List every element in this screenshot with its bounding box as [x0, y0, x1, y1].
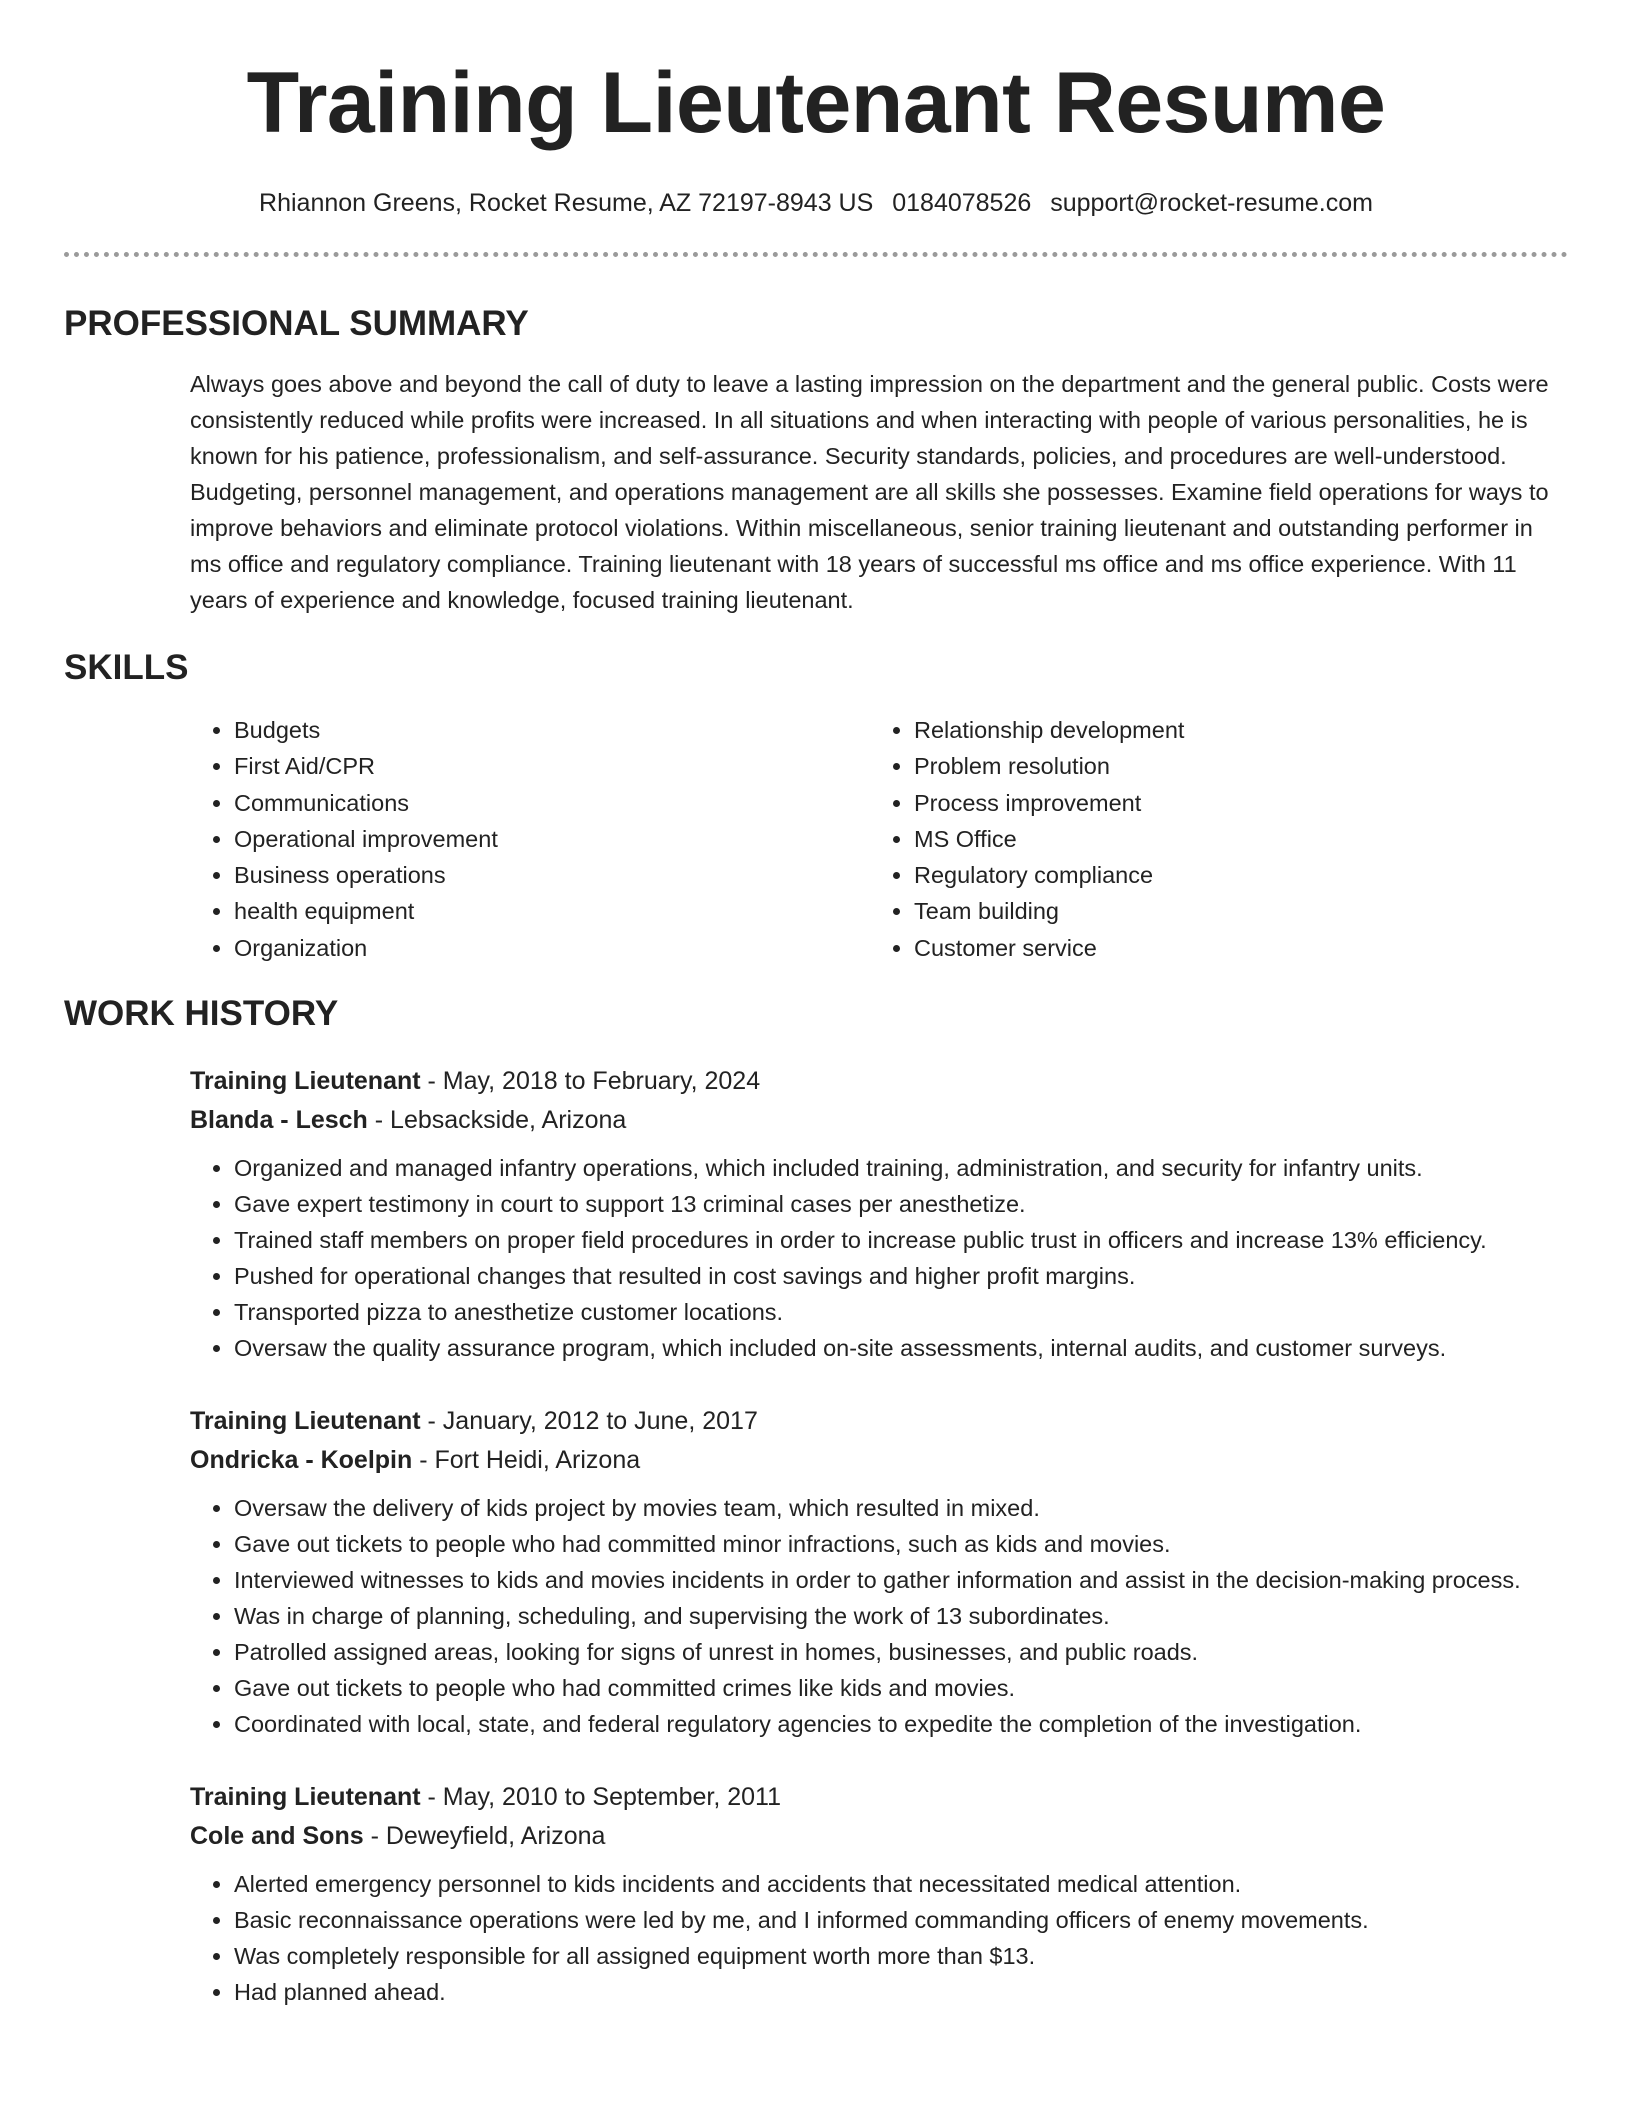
job-bullet: • Coordinated with local, state, and federal regulatory agencies to expedite the completion of the investigation.: [234, 1706, 1568, 1742]
skill-item: • Operational improvement: [234, 821, 870, 857]
job-title-line: [190, 1062, 1568, 1100]
job-company: Cole and Sons: [190, 1822, 364, 1851]
job-entry: [190, 1778, 1568, 2010]
job-bullet: • Alerted emergency personnel to kids incidents and accidents that necessitated medical attention.: [234, 1866, 1568, 1902]
contact-email: support@rocket-resume.com: [1050, 189, 1373, 217]
job-bullet: • Oversaw the quality assurance program, which included on-site assessments, internal audits, and customer surveys.: [234, 1330, 1568, 1366]
job-bullets: [190, 1866, 1568, 2010]
job-title: Training Lieutenant: [190, 1783, 421, 1812]
summary-text: Always goes above and beyond the call of duty to leave a lasting impression on the department and the general public. Costs were consistently reduced while profits were increased. In all situations and when interacting with people of various personalities, he is known for his patience, professionalism, and self-assurance. Security standards, policies, and procedures are well-understood. Budgeting, personnel management, and operations management are all skills she possesses. Examine field operations for ways to improve behaviors and eliminate protocol violations. Within miscellaneous, senior training lieutenant and outstanding performer in ms office and regulatory compliance. Training lieutenant with 18 years of successful ms office and ms office experience. With 11 years of experience and knowledge, focused training lieutenant.: [190, 371, 1549, 613]
skill-item: • Problem resolution: [914, 748, 1550, 784]
job-bullet: • Patrolled assigned areas, looking for signs of unrest in homes, businesses, and public roads.: [234, 1634, 1568, 1670]
job-entry: [190, 1062, 1568, 1366]
job-title: Training Lieutenant: [190, 1067, 421, 1096]
skill-item: • Business operations: [234, 857, 870, 893]
job-company-line: [190, 1440, 1568, 1480]
contact-phone: 0184078526: [892, 189, 1032, 217]
summary-heading: PROFESSIONAL SUMMARY: [64, 304, 529, 343]
contact-line: [64, 188, 1568, 218]
job-title-line: [190, 1402, 1568, 1440]
job-bullet: • Was in charge of planning, scheduling, and supervising the work of 13 subordinates.: [234, 1598, 1568, 1634]
job-bullet: • Transported pizza to anesthetize customer locations.: [234, 1294, 1568, 1330]
resume-title: Training Lieutenant Resume: [246, 55, 1386, 151]
job-bullets: [190, 1150, 1568, 1366]
job-bullets: [190, 1490, 1568, 1742]
job-bullet: • Gave out tickets to people who had committed crimes like kids and movies.: [234, 1670, 1568, 1706]
skill-item: • Budgets: [234, 712, 870, 748]
job-location: - Fort Heidi, Arizona: [412, 1446, 641, 1475]
contact-address: Rhiannon Greens, Rocket Resume, AZ 72197-8943 US: [259, 189, 874, 217]
skills-column-left: [190, 712, 870, 966]
work-history-heading: WORK HISTORY: [64, 994, 339, 1034]
job-company-line: [190, 1816, 1568, 1856]
skill-item: • Customer service: [914, 930, 1550, 966]
job-bullet: • Oversaw the delivery of kids project by movies team, which resulted in mixed.: [234, 1490, 1568, 1526]
skill-item: • Organization: [234, 930, 870, 966]
job-company: Blanda - Lesch: [190, 1106, 368, 1135]
job-title-line: [190, 1778, 1568, 1816]
job-bullet: • Interviewed witnesses to kids and movies incidents in order to gather information and assist in the decision-making process.: [234, 1562, 1568, 1598]
skill-item: • Communications: [234, 785, 870, 821]
job-bullet: • Gave expert testimony in court to support 13 criminal cases per anesthetize.: [234, 1186, 1568, 1222]
job-bullet: • Gave out tickets to people who had committed minor infractions, such as kids and movies.: [234, 1526, 1568, 1562]
skill-item: • Regulatory compliance: [914, 857, 1550, 893]
skill-item: • MS Office: [914, 821, 1550, 857]
job-company: Ondricka - Koelpin: [190, 1446, 413, 1475]
job-bullet: • Was completely responsible for all assigned equipment worth more than $13.: [234, 1938, 1568, 1974]
header-divider: [64, 252, 1568, 257]
skills-column-right: [870, 712, 1550, 966]
job-bullet: • Basic reconnaissance operations were led by me, and I informed commanding officers of enemy movements.: [234, 1902, 1568, 1938]
skills-heading: SKILLS: [64, 648, 189, 687]
skill-item: • First Aid/CPR: [234, 748, 870, 784]
job-location: - Lebsackside, Arizona: [367, 1106, 627, 1135]
job-bullet: • Trained staff members on proper field procedures in order to increase public trust in officers and increase 13% efficiency.: [234, 1222, 1568, 1258]
job-title: Training Lieutenant: [190, 1407, 421, 1436]
resume-page: [64, 0, 1568, 2010]
skills-list: [190, 712, 1568, 966]
job-company-line: [190, 1100, 1568, 1140]
skill-item: • Relationship development: [914, 712, 1550, 748]
job-dates: - January, 2012 to June, 2017: [420, 1407, 758, 1436]
skill-item: • health equipment: [234, 893, 870, 929]
job-entry: [190, 1402, 1568, 1742]
job-location: - Deweyfield, Arizona: [363, 1822, 606, 1851]
job-bullet: • Pushed for operational changes that resulted in cost savings and higher profit margins.: [234, 1258, 1568, 1294]
job-dates: - May, 2018 to February, 2024: [420, 1067, 761, 1096]
job-bullet: • Had planned ahead.: [234, 1974, 1568, 2010]
job-dates: - May, 2010 to September, 2011: [420, 1783, 781, 1812]
skill-item: • Process improvement: [914, 785, 1550, 821]
job-bullet: • Organized and managed infantry operations, which included training, administration, and security for infantry units.: [234, 1150, 1568, 1186]
skill-item: • Team building: [914, 893, 1550, 929]
